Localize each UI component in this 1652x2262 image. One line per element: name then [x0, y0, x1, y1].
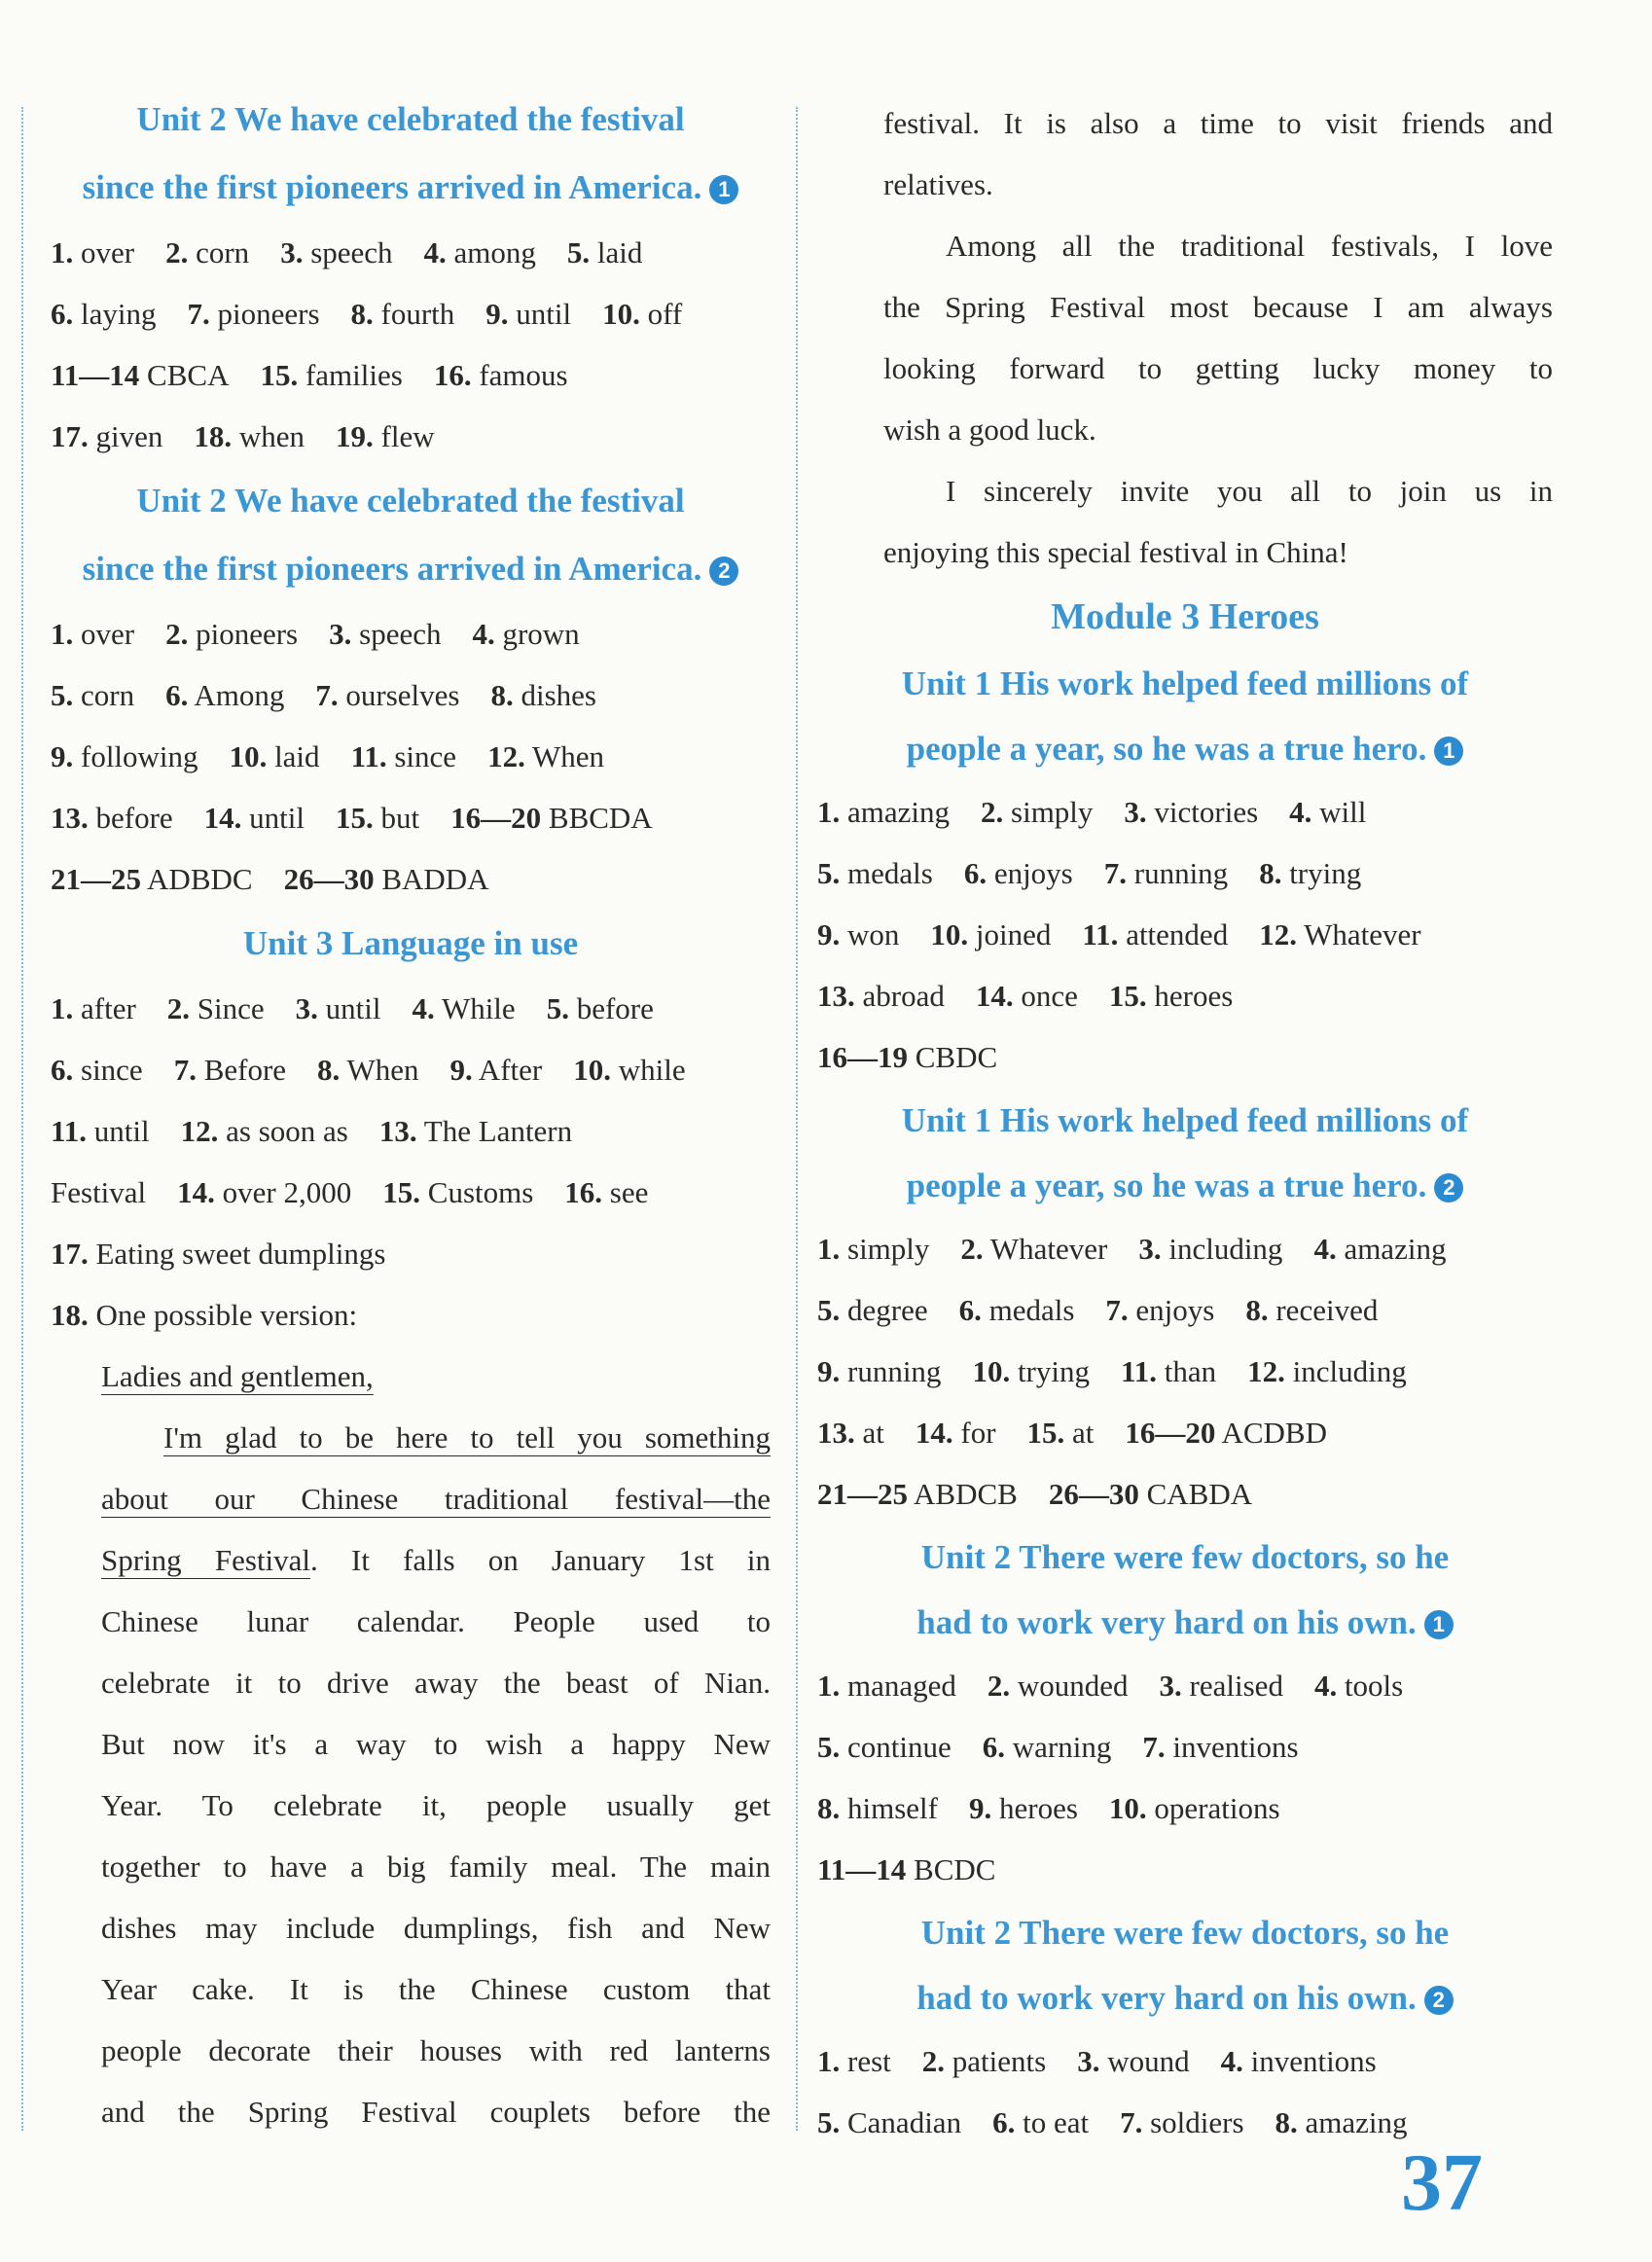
answer-item: 6. medals [958, 1293, 1075, 1327]
answer-item: 10. trying [972, 1354, 1090, 1388]
answer-item: 2. wounded [987, 1669, 1129, 1703]
answers-block [817, 1218, 1553, 1525]
answer-row [51, 1100, 771, 1162]
essay-line: Year. To celebrate it, people usually get [101, 1788, 771, 1822]
answer-item: 2. patients [921, 2044, 1047, 2078]
answer-row [817, 1218, 1553, 1279]
answer-item: 7. Before [173, 1053, 287, 1087]
answer-item: 18. when [194, 419, 305, 453]
essay-line: enjoying this special festival in China! [883, 535, 1348, 569]
answer-item: 13. before [51, 801, 173, 835]
answer-item: 10. joined [930, 917, 1052, 951]
answer-item: 11. since [350, 739, 457, 773]
answer-item: 9. won [817, 917, 900, 951]
answer-item: 14. until [203, 801, 305, 835]
module-title [817, 583, 1553, 651]
essay-line: Year cake. It is the Chinese custom that [101, 1972, 771, 2006]
essay-line: I'm glad to be here to tell you something [163, 1420, 771, 1454]
section-title-line2: people a year, so he was a true hero. 1 [817, 716, 1553, 781]
answer-item: 12. as soon as [180, 1114, 348, 1148]
answer-item: 11. than [1121, 1354, 1217, 1388]
answer-row [817, 1341, 1553, 1402]
section-title-line2: people a year, so he was a true hero. 2 [817, 1153, 1553, 1218]
answer-item: 4. amazing [1313, 1232, 1447, 1266]
answer-item: 13. abroad [817, 979, 945, 1013]
essay-line: relatives. [883, 167, 993, 201]
essay-line: about our Chinese traditional festival—the [101, 1482, 771, 1516]
answer-row [51, 603, 771, 664]
essay-left [51, 1346, 771, 2142]
answer-item: 1. after [51, 991, 136, 1025]
answer-item: 5. degree [817, 1293, 928, 1327]
essay-line: and the Spring Festival couplets before the [101, 2095, 771, 2129]
answer-item: 8. himself [817, 1791, 938, 1825]
answer-item: 5. continue [817, 1730, 952, 1764]
answer-item: 3. until [295, 991, 381, 1025]
part-number-badge: 1 [1424, 1610, 1454, 1639]
essay-line: Spring Festival. It falls on January 1st in [101, 1543, 771, 1577]
answer-item: 2. pioneers [165, 617, 299, 651]
answer-item: 13. The Lantern [378, 1114, 573, 1148]
answer-item: 6. laying [51, 297, 157, 331]
answer-row [817, 1655, 1553, 1716]
section-title-unit2-heroes-part1 [817, 1525, 1553, 1655]
section-title-line2: since the first pioneers arrived in America. 1 [51, 154, 771, 222]
answer-item: 8. received [1245, 1293, 1379, 1327]
answer-row [817, 904, 1553, 965]
answer-item: 7. pioneers [187, 297, 320, 331]
answer-row [51, 1162, 771, 1223]
essay-greeting: Ladies and gentlemen, [101, 1359, 374, 1393]
answer-item: 8. fourth [350, 297, 455, 331]
section-title-line1: Unit 1 His work helped feed millions of [901, 664, 1469, 702]
answer-item: 9. following [51, 739, 198, 773]
answer-item: 9. until [485, 297, 572, 331]
answer-item: 4. grown [472, 617, 580, 651]
answer-row [51, 344, 771, 406]
section-title-line1: Unit 2 There were few doctors, so he [920, 1538, 1450, 1576]
answer-item: 11. until [51, 1114, 150, 1148]
left-column [51, 86, 771, 2142]
essay-line: together to have a big family meal. The main [101, 1849, 771, 1884]
answer-row [51, 726, 771, 787]
answer-item: 1. simply [817, 1232, 930, 1266]
answer-item: 14. for [915, 1416, 996, 1450]
answer-item: 16—19 CBDC [817, 1040, 998, 1074]
answer-item: 1. over [51, 617, 135, 651]
answer-item: 7. soldiers [1120, 2105, 1244, 2139]
answer-item: 12. including [1247, 1354, 1407, 1388]
section-title-unit1-part2 [817, 1088, 1553, 1218]
answer-item: 1. rest [817, 2044, 891, 2078]
answer-item: 15. families [260, 358, 403, 392]
answer-row [51, 222, 771, 283]
answer-item: 7. enjoys [1105, 1293, 1215, 1327]
answer-item: 9. heroes [969, 1791, 1078, 1825]
part-number-badge: 2 [709, 557, 738, 586]
answer-row [51, 1284, 771, 1346]
answer-item: 3. victories [1124, 795, 1259, 829]
answer-item: 6. to eat [992, 2105, 1090, 2139]
essay-line: Among all the traditional festivals, I love [946, 229, 1553, 263]
answers-block [51, 978, 771, 1346]
answer-row [51, 406, 771, 467]
answer-row [817, 1463, 1553, 1525]
answer-item: 6. enjoys [963, 856, 1073, 890]
essay-line: looking forward to getting lucky money to [883, 351, 1553, 385]
section-title-line2: had to work very hard on his own. 1 [817, 1590, 1553, 1655]
answer-item: 26—30 BADDA [283, 862, 489, 896]
answer-row [51, 283, 771, 344]
answers-block [51, 603, 771, 910]
essay-right [817, 92, 1553, 583]
answer-item: 1. amazing [817, 795, 951, 829]
answer-item: 3. speech [329, 617, 442, 651]
answer-row [817, 965, 1553, 1026]
essay-line: festival. It is also a time to visit friends and [883, 106, 1553, 140]
answer-item: 4. While [412, 991, 516, 1025]
answer-item: 18. One possible version: [51, 1298, 358, 1332]
answer-item: 15. heroes [1108, 979, 1234, 1013]
answer-item: 19. flew [336, 419, 435, 453]
answer-item: 8. amazing [1275, 2105, 1408, 2139]
answer-item: 8. trying [1259, 856, 1362, 890]
essay-line: But now it's a way to wish a happy New [101, 1727, 771, 1761]
answer-row [817, 1026, 1553, 1088]
essay-line: people decorate their houses with red lanterns [101, 2033, 771, 2067]
section-title-line1: Unit 2 We have celebrated the festival [136, 482, 685, 520]
answer-item: 16—20 ACDBD [1125, 1416, 1327, 1450]
section-title-unit2-part1 [51, 86, 771, 222]
essay-line: I sincerely invite you all to join us in [946, 474, 1553, 508]
section-title-line1: Unit 2 There were few doctors, so he [920, 1914, 1450, 1952]
section-title-line1: Unit 2 We have celebrated the festival [136, 100, 685, 138]
answer-item: 1. over [51, 235, 135, 269]
answer-item: 8. When [317, 1053, 419, 1087]
answer-item: 7. inventions [1142, 1730, 1299, 1764]
essay-line: Chinese lunar calendar. People used to [101, 1604, 771, 1638]
answer-item: 5. Canadian [817, 2105, 962, 2139]
answer-item: 5. medals [817, 856, 933, 890]
answer-row [817, 1402, 1553, 1463]
answer-item: 4. will [1289, 795, 1367, 829]
section-title-line2: had to work very hard on his own. 2 [817, 1965, 1553, 2030]
answer-item: 21—25 ABDCB [817, 1477, 1018, 1511]
answer-item: 2. simply [981, 795, 1094, 829]
answer-item: 15. but [336, 801, 420, 835]
right-column [817, 92, 1553, 2153]
essay-lines [883, 92, 1553, 583]
answer-item: 9. After [449, 1053, 543, 1087]
essay-lines [101, 1407, 771, 2142]
answer-item: 4. inventions [1220, 2044, 1377, 2078]
answer-item: 10. laid [229, 739, 320, 773]
answer-item: 4. among [423, 235, 536, 269]
answer-item: 21—25 ADBDC [51, 862, 253, 896]
part-number-badge: 2 [1434, 1173, 1463, 1203]
answer-row [51, 848, 771, 910]
answer-item: 3. including [1138, 1232, 1283, 1266]
answers-block [51, 222, 771, 467]
answer-item: 5. corn [51, 678, 135, 712]
answer-item: 3. realised [1159, 1669, 1283, 1703]
essay-line: celebrate it to drive away the beast of Nian. [101, 1666, 771, 1700]
answer-item: 12. When [487, 739, 605, 773]
section-title-text: Unit 3 Language in use [242, 924, 579, 962]
answer-row [51, 787, 771, 848]
answer-row [51, 1039, 771, 1100]
essay-line: the Spring Festival most because I am always [883, 290, 1553, 324]
part-number-badge: 1 [1434, 736, 1463, 766]
answer-row [817, 781, 1553, 843]
answer-row [817, 1777, 1553, 1839]
answer-item: 1. managed [817, 1669, 956, 1703]
section-title-line1: Unit 1 His work helped feed millions of [901, 1101, 1469, 1139]
answer-row [51, 978, 771, 1039]
answer-item: 15. Customs [382, 1175, 534, 1209]
answer-row [817, 1839, 1553, 1900]
answer-row [51, 1223, 771, 1284]
answer-item: 17. Eating sweet dumplings [51, 1237, 386, 1271]
answer-item: 16. see [564, 1175, 649, 1209]
answer-item: 3. wound [1077, 2044, 1190, 2078]
section-title-unit3 [51, 910, 771, 978]
answer-row [817, 2030, 1553, 2092]
answer-item: 9. running [817, 1354, 942, 1388]
answer-item: 12. Whatever [1259, 917, 1421, 951]
answer-item: 16. famous [433, 358, 568, 392]
answer-item: 14. once [975, 979, 1078, 1013]
answer-item: 3. speech [280, 235, 393, 269]
answer-item: 11. attended [1082, 917, 1229, 951]
answer-item: 2. Since [166, 991, 265, 1025]
answer-item: Festival [51, 1175, 147, 1209]
answer-row [817, 1716, 1553, 1777]
answer-item: 10. off [602, 297, 683, 331]
answer-item: 6. Among [165, 678, 285, 712]
answer-item: 11—14 CBCA [51, 358, 230, 392]
answer-item: 6. warning [982, 1730, 1112, 1764]
module-title-text: Module 3 Heroes [1051, 596, 1319, 637]
answer-item: 7. running [1103, 856, 1229, 890]
answer-item: 17. given [51, 419, 163, 453]
answer-item: 10. operations [1108, 1791, 1280, 1825]
part-number-badge: 2 [1424, 1986, 1454, 2015]
answer-item: 15. at [1026, 1416, 1095, 1450]
answer-item: 14. over 2,000 [177, 1175, 352, 1209]
answer-item: 6. since [51, 1053, 143, 1087]
answers-block [817, 1655, 1553, 1900]
answer-item: 4. tools [1313, 1669, 1404, 1703]
page-number: 37 [1401, 2137, 1483, 2228]
answer-item: 10. while [573, 1053, 686, 1087]
answer-item: 2. Whatever [960, 1232, 1108, 1266]
column-divider-dotted-line [796, 107, 798, 2131]
answer-item: 13. at [817, 1416, 884, 1450]
answer-item: 5. before [546, 991, 654, 1025]
left-margin-dotted-line [21, 107, 23, 2131]
section-title-unit2-heroes-part2 [817, 1900, 1553, 2030]
answers-block [817, 781, 1553, 1088]
section-title-unit2-part2 [51, 467, 771, 603]
answer-item: 7. ourselves [315, 678, 460, 712]
answer-item: 8. dishes [490, 678, 596, 712]
essay-line: dishes may include dumplings, fish and New [101, 1911, 771, 1945]
answer-item: 5. laid [566, 235, 643, 269]
answer-row [817, 843, 1553, 904]
section-title-line2: since the first pioneers arrived in America. 2 [51, 535, 771, 603]
answer-row [817, 1279, 1553, 1341]
answer-item: 16—20 BBCDA [450, 801, 653, 835]
answer-item: 26—30 CABDA [1048, 1477, 1253, 1511]
essay-line: wish a good luck. [883, 413, 1096, 447]
answer-item: 2. corn [165, 235, 250, 269]
answer-item: 11—14 BCDC [817, 1852, 996, 1886]
part-number-badge: 1 [709, 175, 738, 204]
section-title-unit1-part1 [817, 651, 1553, 781]
answer-row [51, 664, 771, 726]
